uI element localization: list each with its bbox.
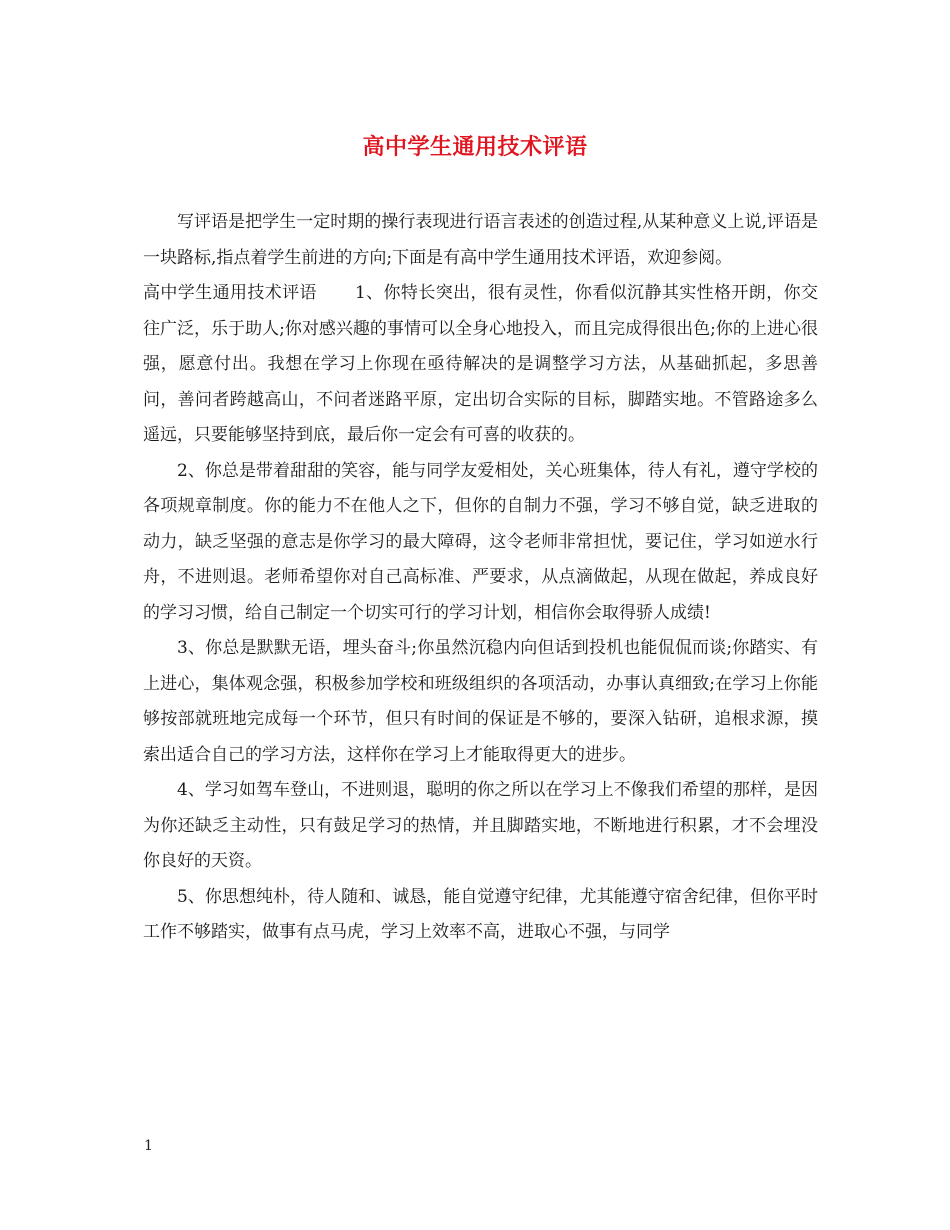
section-heading: 高中学生通用技术评语 xyxy=(143,283,317,303)
comment-paragraph-5: 5、你思想纯朴，待人随和、诚恳，能自觉遵守纪律，尤其能遵守宿舍纪律，但你平时工作不够踏实，做事有点马虎，学习上效率不高，进取心不强，与同学 xyxy=(143,886,818,942)
comment-paragraph-3: 3、你总是默默无语，埋头奋斗;你虽然沉稳内向但话到投机也能侃侃而谈;你踏实、有上进心，集体观念强，积极参加学校和班级组织的各项活动，办事认真细致;在学习上你能够按部就班地完成每一个环节，但只有时间的保证是不够的，要深入钻研，追根求源，摸索出适合自己的学习方法，这样你在学习上才能取得更大的进步。 xyxy=(143,638,818,765)
document-body xyxy=(143,205,818,951)
comment-paragraph-4: 4、学习如驾车登山，不进则退，聪明的你之所以在学习上不像我们希望的那样，是因为你还缺乏主动性，只有鼓足学习的热情，并且脚踏实地，不断地进行积累，才不会埋没你良好的天资。 xyxy=(143,780,818,871)
document-title: 高中学生通用技术评语 xyxy=(362,134,588,160)
comment-paragraph-2: 2、你总是带着甜甜的笑容，能与同学友爱相处，关心班集体，待人有礼，遵守学校的各项规章制度。你的能力不在他人之下，但你的自制力不强，学习不够自觉，缺乏进取的动力，缺乏坚强的意志是你学习的最大障碍，这令老师非常担忧，要记住，学习如逆水行舟，不进则退。老师希望你对自己高标准、严要求，从点滴做起，从现在做起，养成良好的学习习惯，给自己制定一个切实可行的学习计划，相信你会取得骄人成绩! xyxy=(143,460,818,623)
comment-paragraph-1 xyxy=(143,276,818,454)
comment-text-1: 1、你特长突出，很有灵性，你看似沉静其实性格开朗，你交往广泛，乐于助人;你对感兴趣的事情可以全身心地投入，而且完成得很出色;你的上进心很强，愿意付出。我想在学习上你现在亟待解决的是调整学习方法，从基础抓起，多思善问，善问者跨越高山，不问者迷路平原，定出切合实际的目标，脚踏实地。不管路途多么遥远，只要能够坚持到底，最后你一定会有可喜的收获的。 xyxy=(143,283,818,445)
page-number: 1 xyxy=(144,1138,153,1154)
intro-paragraph: 写评语是把学生一定时期的操行表现进行语言表述的创造过程,从某种意义上说,评语是一块路标,指点着学生前进的方向;下面是有高中学生通用技术评语，欢迎参阅。 xyxy=(143,212,818,268)
